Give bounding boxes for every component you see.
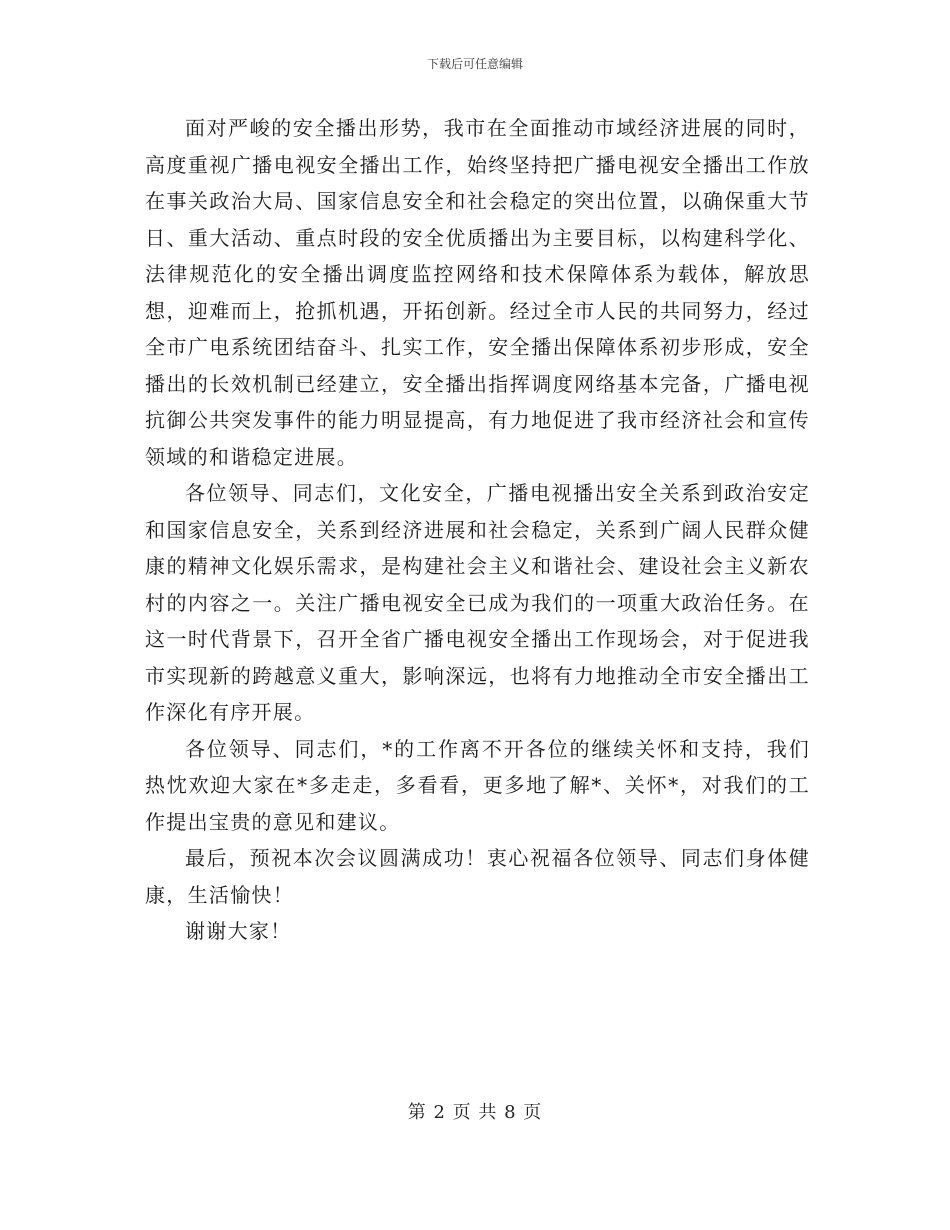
paragraph-2: 各位领导、同志们，文化安全，广播电视播出安全关系到政治安定和国家信息安全，关系到经济进展和社会稳定，关系到广阔人民群众健康的精神文化娱乐需求，是构建社会主义和谐社会、建设社会主义新农村的内容之一。关注广播电视安全已成为我们的一项重大政治任务。在这一时代背景下，召开全省广播电视安全播出工作现场会，对于促进我市实现新的跨越意义重大，影响深远，也将有力地推动全市安全播出工作深化有序开展。	[145, 481, 810, 724]
paragraph-4: 最后，预祝本次会议圆满成功！衷心祝福各位领导、同志们身体健康，生活愉快！	[145, 846, 810, 907]
page-header: 下载后可任意编辑	[426, 57, 523, 71]
document-body	[145, 110, 810, 950]
page-number-footer: 第 2 页 共 8 页	[407, 1102, 543, 1123]
paragraph-3: 各位领导、同志们，*的工作离不开各位的继续关怀和支持，我们热忱欢迎大家在*多走走，多看看，更多地了解*、关怀*，对我们的工作提出宝贵的意见和建议。	[145, 736, 810, 834]
paragraph-5: 谢谢大家！	[185, 919, 292, 943]
paragraph-1: 面对严峻的安全播出形势，我市在全面推动市域经济进展的同时，高度重视广播电视安全播出工作，始终坚持把广播电视安全播出工作放在事关政治大局、国家信息安全和社会稳定的突出位置，以确保重大节日、重大活动、重点时段的安全优质播出为主要目标，以构建科学化、法律规范化的安全播出调度监控网络和技术保障体系为载体，解放思想，迎难而上，抢抓机遇，开拓创新。经过全市人民的共同努力，经过全市广电系统团结奋斗、扎实工作，安全播出保障体系初步形成，安全播出的长效机制已经建立，安全播出指挥调度网络基本完备，广播电视抗御公共突发事件的能力明显提高，有力地促进了我市经济社会和宣传领域的和谐稳定进展。	[145, 116, 810, 469]
